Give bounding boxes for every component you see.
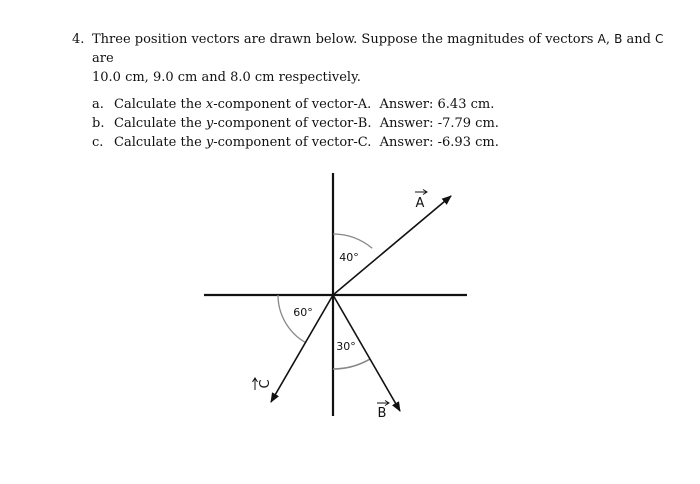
part-text-post: -component of vector-A. bbox=[213, 97, 372, 112]
vector-label-a bbox=[415, 190, 427, 212]
part-text-post: -component of vector-B. bbox=[213, 116, 372, 131]
vector-b-letter: B bbox=[377, 406, 387, 421]
stem-are: are bbox=[92, 51, 114, 66]
vector-b bbox=[333, 295, 400, 411]
part-variable: x bbox=[205, 97, 214, 112]
vector-c-letter: C bbox=[258, 379, 273, 389]
angle-arc-b bbox=[333, 359, 370, 369]
part-variable: y bbox=[205, 116, 214, 131]
vector-b-name: B bbox=[614, 32, 623, 46]
part-text-pre: Calculate the bbox=[114, 97, 206, 112]
problem-number: 4. bbox=[72, 32, 85, 47]
part-answer: Answer: -6.93 cm. bbox=[379, 135, 499, 150]
vector-c-name: C bbox=[655, 32, 664, 46]
part-text-post: -component of vector-C. bbox=[213, 135, 372, 150]
part-label: c. bbox=[92, 135, 104, 150]
vector-a-name: A bbox=[597, 32, 606, 46]
stem-line1-text: Three position vectors are drawn below. Suppose the magnitudes of vectors bbox=[92, 32, 598, 47]
angle-label-a: 40° bbox=[339, 251, 359, 264]
part-text-pre: Calculate the bbox=[114, 116, 206, 131]
angle-label-c: 60° bbox=[293, 306, 313, 319]
vector-label-b bbox=[377, 401, 389, 422]
stem-and: and bbox=[622, 32, 656, 47]
part-label: b. bbox=[92, 116, 105, 131]
part-text-pre: Calculate the bbox=[114, 135, 206, 150]
vector-a bbox=[333, 196, 451, 295]
vector-a-letter: A bbox=[415, 196, 425, 211]
part-variable: y bbox=[205, 135, 214, 150]
angle-label-b: 30° bbox=[336, 340, 356, 353]
angle-arc-a bbox=[333, 234, 372, 248]
part-label: a. bbox=[92, 97, 104, 112]
stem-comma: , bbox=[605, 32, 615, 47]
stem-line2-text: 10.0 cm, 9.0 cm and 8.0 cm respectively. bbox=[92, 70, 361, 85]
vector-label-c bbox=[253, 378, 274, 390]
part-answer: Answer: 6.43 cm. bbox=[379, 97, 495, 112]
part-answer: Answer: -7.79 cm. bbox=[379, 116, 499, 131]
